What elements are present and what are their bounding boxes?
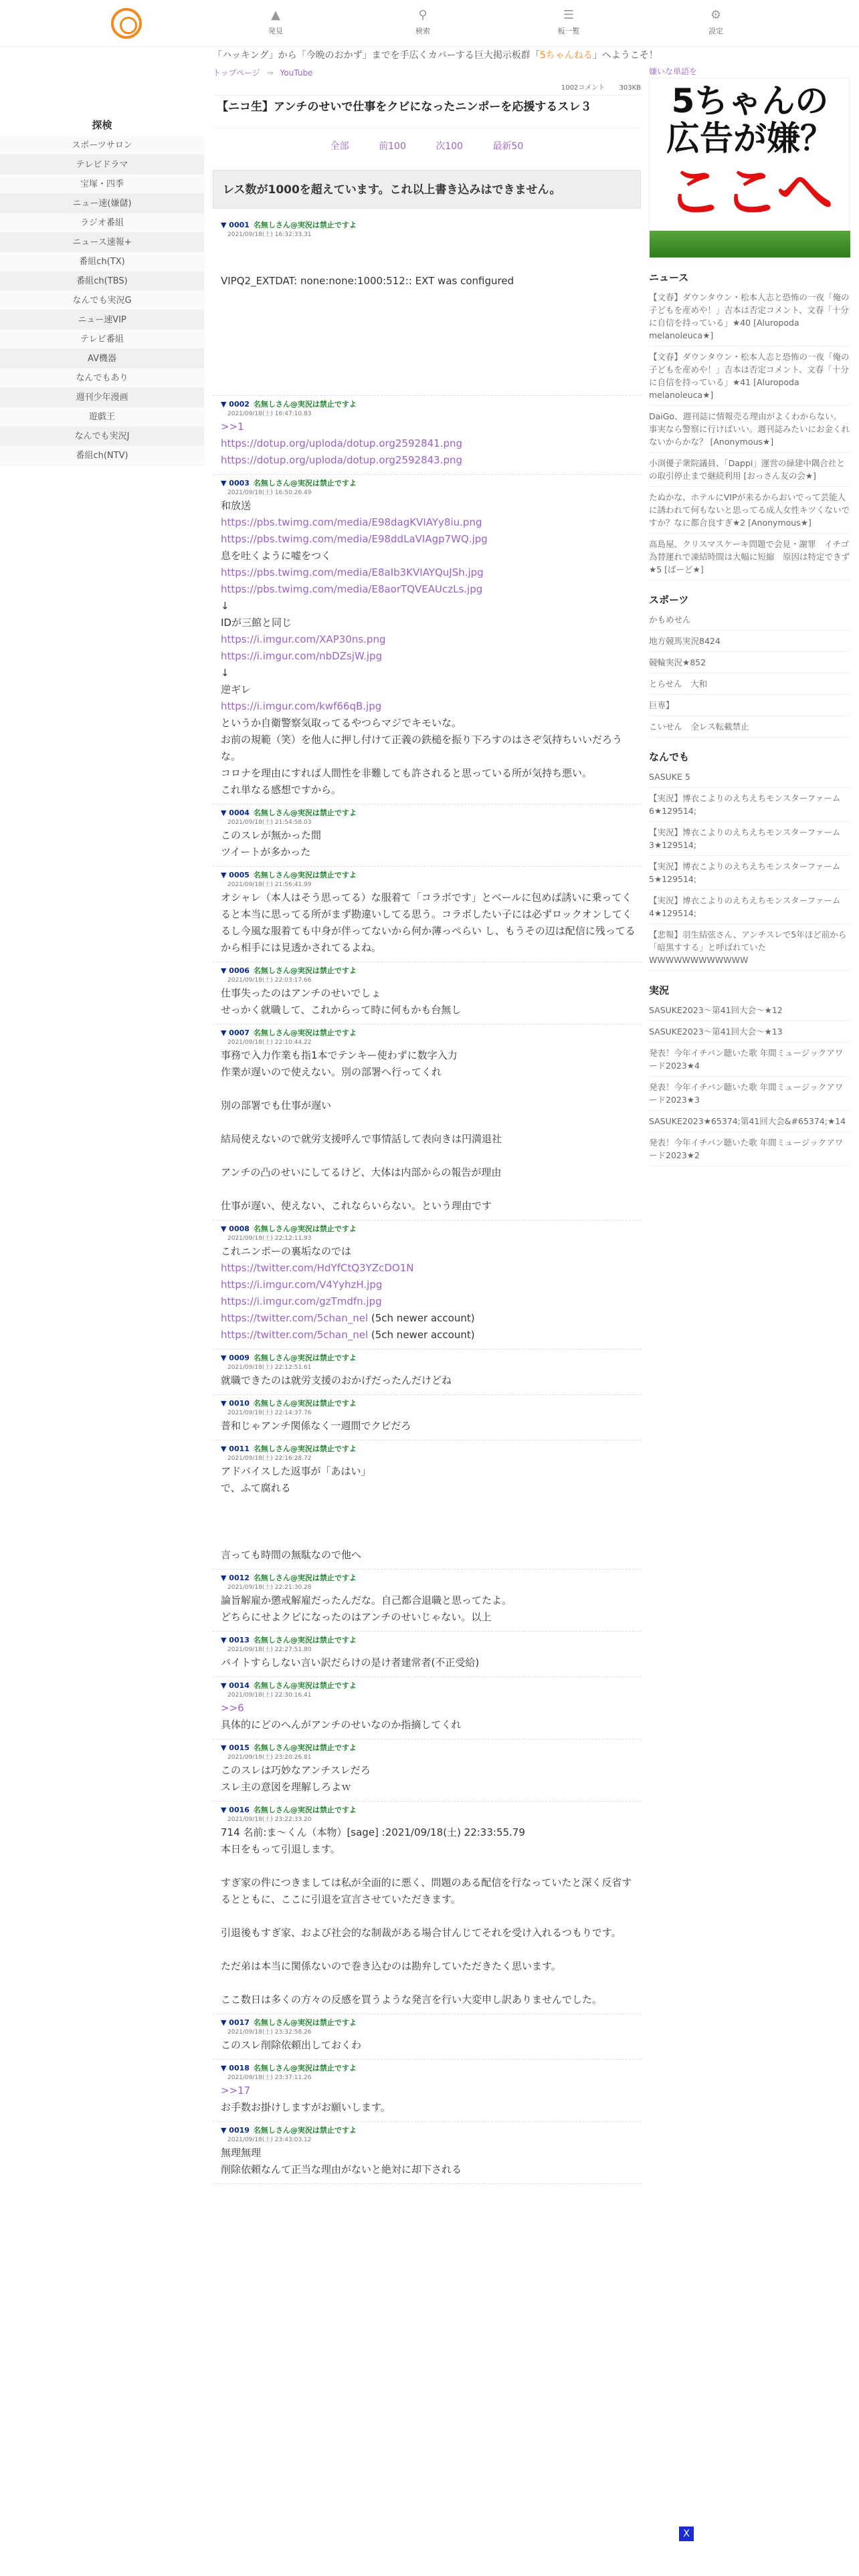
collapse-triangle-icon[interactable]: ▼ [221, 479, 229, 488]
ad-label: 嫌いな単語を [649, 67, 698, 76]
thread-title: 【ニコ生】アンチのせいで仕事をクビになったニンポーを応援するスレ３ [213, 95, 641, 128]
comment-count: 1002コメント [561, 84, 605, 92]
post-links [221, 514, 641, 548]
jikkyo-link[interactable]: 発表！今年イチバン聴いた歌 年間ミュージックアワード2023★3 [649, 1077, 850, 1111]
post [213, 1220, 641, 1350]
post-link[interactable]: >>6 [221, 1702, 244, 1714]
sidebar-board-link[interactable]: ニュー速VIP [0, 310, 204, 330]
post-body: 普和じゃアンチ関係なく一週間でクビだろ [221, 1420, 411, 1432]
post-date: 2021/09/18(土) 22:14:37.76 [227, 1410, 312, 1416]
post [213, 2122, 641, 2184]
post-link-row [221, 648, 641, 665]
ad-line-1: 5ちゃんの [671, 82, 829, 120]
post-author: 名無しさん@実況は禁止ですよ [253, 1681, 357, 1690]
post-header [221, 1224, 641, 1234]
post-number[interactable]: 0006 [229, 966, 250, 975]
news-link[interactable]: たぬかな、ホテルにVIPが来るからおいでって芸能人に誘われて何もないと思ってる成人女性キツくないですか？なに都合良すぎ★2 [Anonymous★] [649, 487, 850, 534]
post-header [221, 479, 641, 488]
post-author: 名無しさん@実況は禁止ですよ [253, 1636, 357, 1644]
post-author: 名無しさん@実況は禁止ですよ [253, 1574, 357, 1582]
post-link-row [221, 452, 641, 469]
explore-sidebar [0, 114, 204, 465]
post-links [221, 698, 641, 715]
post-body: ↓ IDが三館と同じ [221, 600, 292, 629]
post-link-row [221, 419, 641, 435]
post-date: 2021/09/18(土) 22:12:11.93 [227, 1235, 312, 1242]
nav-settings[interactable]: ⚙ 設定 [676, 8, 756, 36]
post-body: このスレは巧妙なアンチスレだろ スレ主の意図を理解しろよｗ [221, 1764, 371, 1793]
post [213, 1570, 641, 1632]
sidebar-board-link[interactable]: 番組ch(TX) [0, 252, 204, 272]
collapse-triangle-icon[interactable]: ▼ [221, 1574, 229, 1582]
right-sidebar [649, 66, 850, 1166]
news-link[interactable]: DaiGo、週刊誌に情報売る理由がよくわからない。事実なら警察に行けばいい。週刊誌みたいにお金くれないからかな？ [Anonymous★] [649, 406, 850, 453]
post-link[interactable]: https://i.imgur.com/V4YyhzH.jpg [221, 1279, 383, 1291]
post-date: 2021/09/18(土) 21:54:58.03 [227, 819, 312, 826]
post [213, 217, 641, 396]
jikkyo-link[interactable]: 発表！今年イチバン聴いた歌 年間ミュージックアワード2023★4 [649, 1043, 850, 1077]
post-links [221, 1260, 641, 1277]
sidebar-board-link[interactable]: スポーツサロン [0, 136, 204, 155]
post-author: 名無しさん@実況は禁止ですよ [253, 2126, 357, 2135]
pager [213, 128, 641, 165]
post-date: 2021/09/18(土) 22:10:44.22 [227, 1039, 312, 1046]
sidebar-board-link[interactable]: 番組ch(NTV) [0, 446, 204, 465]
thread-size: 303KB [619, 84, 641, 92]
post-header [221, 1354, 641, 1363]
post [213, 1802, 641, 2014]
post-date: 2021/09/18(土) 23:43:03.12 [227, 2137, 312, 2143]
post-date: 2021/09/18(土) 21:56:41.99 [227, 881, 312, 888]
post-date: 2021/09/18(土) 22:27:51.80 [227, 1646, 312, 1653]
post-date: 2021/09/18(土) 23:32:58.26 [227, 2029, 312, 2036]
news-link[interactable]: 【文春】ダウンタウン・松本人志と恐怖の一夜「俺の子どもを産めや！」吉本は否定コメント、文春「十分に自信を持っている」★41 [Aluropoda melanoleuca★] [649, 346, 850, 406]
sports-link[interactable]: とらせん 大和 [649, 673, 850, 695]
post-date: 2021/09/18(土) 22:30:16.41 [227, 1692, 312, 1699]
search-icon: ⚲ [418, 8, 427, 22]
sidebar-board-link[interactable]: テレビドラマ [0, 155, 204, 175]
gear-icon: ⚙ [710, 8, 722, 22]
post-number[interactable]: 0013 [229, 1636, 250, 1644]
sidebar-board-link[interactable]: 宝塚・四季 [0, 175, 204, 194]
sidebar-board-link[interactable]: 番組ch(TBS) [0, 272, 204, 291]
post-header [221, 871, 641, 880]
collapse-triangle-icon[interactable]: ▼ [221, 2018, 229, 2027]
nav-search[interactable]: ⚲ 検索 [383, 8, 463, 36]
site-logo[interactable] [111, 8, 142, 39]
post-header [221, 2018, 641, 2028]
post-link[interactable]: https://pbs.twimg.com/media/E8aIb3KVIAYQuJSh.jpg [221, 566, 484, 578]
nandemo-link[interactable]: 【実況】博衣こよりのえちえちモンスターファーム3★129514; [649, 822, 850, 856]
collapse-triangle-icon[interactable]: ▼ [221, 221, 229, 229]
post-body: このスレが無かった間 ツイートが多かった [221, 829, 322, 858]
post-author: 名無しさん@実況は禁止ですよ [253, 1224, 357, 1233]
nandemo-link[interactable]: 【実況】博衣こよりのえちえちモンスターファーム5★129514; [649, 856, 850, 890]
post-body: アドバイスした返事が「あはい」 で、ふて腐れる 言っても時間の無駄なので他へ [221, 1465, 371, 1561]
breadcrumb-separator: ⇒ [266, 68, 274, 78]
post-link[interactable]: >>1 [221, 421, 244, 433]
post-author: 名無しさん@実況は禁止ですよ [253, 809, 357, 817]
post-body: 具体的にどのへんがアンチのせいなのか指摘してくれ [221, 1719, 462, 1731]
sports-link[interactable]: こいせん 全レス転載禁止 [649, 716, 850, 738]
nandemo-link[interactable]: 【悲報】羽生結弦さん、アンチスレで5年ほど前から「暗黒すする」と呼ばれていた WWWWWWWWWWWW [649, 924, 850, 971]
post-links [221, 2082, 641, 2099]
post-header [221, 400, 641, 409]
post-list [213, 217, 641, 2184]
post-number[interactable]: 0002 [229, 400, 250, 409]
sidebar-board-link[interactable]: ラジオ番組 [0, 213, 204, 233]
post-link-row [221, 1260, 641, 1277]
sidebar-board-link[interactable]: なんでも実況G [0, 291, 204, 310]
post-links [221, 564, 641, 598]
news-link[interactable]: 【文春】ダウンタウン・松本人志と恐怖の一夜「俺の子どもを産めや！」吉本は否定コメント、文春「十分に自信を持っている」★40 [Aluropoda melanoleuca★] [649, 287, 850, 346]
post-header [221, 1029, 641, 1038]
post-links [221, 1310, 641, 1344]
post-link-note: (5ch newer account) [368, 1312, 475, 1324]
post-links [221, 419, 641, 469]
post [213, 804, 641, 867]
post-header [221, 1806, 641, 1815]
post-header [221, 2126, 641, 2135]
post-body: 就職できたのは就労支援のおかげだったんだけどね [221, 1374, 452, 1386]
post-number[interactable]: 0005 [229, 871, 250, 879]
jikkyo-link[interactable]: SASUKE2023～第41回大会～★12 [649, 1000, 850, 1021]
post-number[interactable]: 0007 [229, 1029, 250, 1037]
post-body: 息を吐くように嘘をつく [221, 550, 332, 562]
breadcrumb-board-link[interactable]: YouTube [280, 68, 313, 78]
pager-next-100[interactable]: 次100 [436, 141, 464, 152]
post-link[interactable]: https://twitter.com/HdYfCtQ3YZcDO1N [221, 1262, 414, 1274]
list-icon: ☰ [563, 8, 575, 22]
sidebar-board-link[interactable]: なんでも実況J [0, 427, 204, 446]
post-number[interactable]: 0008 [229, 1224, 250, 1233]
sidebar-board-link[interactable]: ニュース速報+ [0, 233, 204, 252]
collapse-triangle-icon[interactable]: ▼ [221, 2064, 229, 2072]
post [213, 1350, 641, 1395]
post-link[interactable]: https://i.imgur.com/XAP30ns.png [221, 633, 386, 645]
post-number[interactable]: 0009 [229, 1354, 250, 1362]
jikkyo-link[interactable]: SASUKE2023★65374;第41回大会&#65374;★14 [649, 1111, 850, 1132]
breadcrumb [213, 67, 641, 82]
post-date: 2021/09/18(土) 23:22:33.20 [227, 1816, 312, 1823]
post-date: 2021/09/18(土) 16:50:26.49 [227, 490, 312, 496]
post-link-row [221, 564, 641, 581]
collapse-triangle-icon[interactable]: ▼ [221, 1636, 229, 1644]
post-header [221, 1444, 641, 1454]
post-number[interactable]: 0019 [229, 2126, 250, 2135]
post [213, 1025, 641, 1220]
post-date: 2021/09/18(土) 22:16:28.72 [227, 1455, 312, 1462]
post-link-row [221, 514, 641, 531]
post-number[interactable]: 0003 [229, 479, 250, 488]
post-number[interactable]: 0015 [229, 1743, 250, 1752]
collapse-triangle-icon[interactable]: ▼ [221, 2126, 229, 2135]
post-link-row [221, 1700, 641, 1717]
post-body: バイトすらしない言い訳だらけの是け者建常者(不正受給) [221, 1656, 480, 1669]
post [213, 1632, 641, 1677]
post-link[interactable]: https://pbs.twimg.com/media/E98ddLaVIAgp7WQ.jpg [221, 533, 488, 545]
sidebar-board-link[interactable]: AV機器 [0, 349, 204, 368]
post [213, 962, 641, 1025]
post-body: 無理無理 削除依頼なんて正当な理由がないと絶対に却下される [221, 2147, 462, 2175]
post-body: 仕事失ったのはアンチのせいでしょ せっかく就職して、これからって時に何もかも台無し [221, 987, 462, 1016]
post-body: 論旨解雇か懲戒解雇だったんだな。自己都合退職と思ってたよ。 どちらにせよクビになったのはアンチのせいじゃない。以上 [221, 1594, 512, 1623]
collapse-triangle-icon[interactable]: ▼ [221, 1224, 229, 1233]
post-link-row [221, 1293, 641, 1310]
post-link[interactable]: https://pbs.twimg.com/media/E8aorTQVEAUczLs.jpg [221, 583, 483, 595]
post-author: 名無しさん@実況は禁止ですよ [253, 479, 357, 488]
post-author: 名無しさん@実況は禁止ですよ [253, 1029, 357, 1037]
post-header [221, 809, 641, 818]
post [213, 2060, 641, 2122]
nandemo-link[interactable]: SASUKE 5 [649, 766, 850, 788]
post-body: VIPQ2_EXTDAT: none:none:1000:512:: EXT was configured [221, 275, 514, 287]
site-header [0, 0, 859, 47]
post-date: 2021/09/18(土) 23:20:26.81 [227, 1754, 312, 1761]
post-number[interactable]: 0004 [229, 809, 250, 817]
news-heading: ニュース [649, 272, 689, 284]
post-link-row [221, 435, 641, 452]
post-author: 名無しさん@実況は禁止ですよ [253, 221, 357, 229]
post-header [221, 1743, 641, 1753]
post-link-row [221, 1277, 641, 1293]
post-link-row [221, 1327, 641, 1344]
collapse-triangle-icon[interactable]: ▼ [221, 871, 229, 879]
post [213, 396, 641, 475]
collapse-triangle-icon[interactable]: ▼ [221, 809, 229, 817]
post-body: というか自衛警察気取ってるやつらマジでキモいな。 お前の規範（笑）を他人に押し付けて正義の鉄槌を振り下ろすのはさぞ気持ちいいだろうな。 コロナを理由にすれば人間性を非難しても許されると思っている所が気持ち悪い。 これ単なる感想ですから。 [221, 717, 623, 796]
post-body: 事務で入力作業も指1本でテンキー使わずに数字入力 作業が遅いので使えない。別の部署へ行ってくれ 別の部署でも仕事が遅い 結局使えないので就労支援呼んで事情話して表向きは円満退社 アンチの凸のせいにしてるけど、大体は内部からの報告が理由 仕事が遅い、使えない、これならいらない。という理由です [221, 1049, 502, 1212]
post-links [221, 1277, 641, 1310]
thread-meta [213, 82, 641, 95]
post-date: 2021/09/18(土) 22:03:17.66 [227, 977, 312, 984]
post-link[interactable]: https://twitter.com/5chan_nel [221, 1329, 369, 1341]
post-header [221, 1681, 641, 1691]
post-limit-notice: レス数が1000を超えています。これ以上書き込みはできません。 [213, 170, 641, 209]
post-header [221, 1399, 641, 1408]
post-number[interactable]: 0018 [229, 2064, 250, 2072]
post-link-row [221, 1310, 641, 1327]
post-body: 和放送 [221, 500, 252, 512]
post-date: 2021/09/18(土) 23:37:11.26 [227, 2074, 312, 2081]
post-header [221, 1636, 641, 1645]
post-header [221, 1574, 641, 1583]
post-link[interactable]: https://i.imgur.com/kwf66qB.jpg [221, 700, 382, 712]
sports-link[interactable]: 地方競馬実況8424 [649, 631, 850, 652]
post-header [221, 2064, 641, 2073]
thread-main [213, 67, 641, 2184]
post [213, 1739, 641, 1802]
post-author: 名無しさん@実況は禁止ですよ [253, 1743, 357, 1752]
sidebar-board-link[interactable]: 遊戯王 [0, 407, 204, 427]
post-number[interactable]: 0011 [229, 1444, 250, 1453]
post-body: ↓ 逆ギレ [221, 667, 251, 695]
collapse-triangle-icon[interactable]: ▼ [221, 1743, 229, 1752]
nandemo-link[interactable]: 【実況】博衣こよりのえちえちモンスターファーム4★129514; [649, 890, 850, 924]
post-link[interactable]: https://i.imgur.com/gzTmdfn.jpg [221, 1295, 382, 1307]
post-author: 名無しさん@実況は禁止ですよ [253, 400, 357, 409]
nandemo-link[interactable]: 【実況】博衣こよりのえちえちモンスターファーム6★129514; [649, 788, 850, 822]
post [213, 1677, 641, 1739]
post-author: 名無しさん@実況は禁止ですよ [253, 2064, 357, 2072]
post-number[interactable]: 0014 [229, 1681, 250, 1690]
post-body: オシャレ（本人はそう思ってる）な服着て「コラボです」とベールに包めば誘いに乗ってくると本当に思ってる所がまず勘違いしてる思う。コラボしたい子には必ずロックオンしてくるし今風な服着ても中身が伴ってないから何か薄っぺらい し、もうその辺は配信に残ってるから相手には見透かされてるよね。 [221, 891, 636, 954]
sidebar-board-link[interactable]: なんでもあり [0, 368, 204, 388]
post-link-row [221, 631, 641, 648]
post-link[interactable]: https://pbs.twimg.com/media/E98dagKVIAYy8iu.png [221, 516, 482, 528]
sports-link[interactable]: かもめせん [649, 609, 850, 631]
post-link[interactable]: https://dotup.org/uploda/dotup.org2592841.png [221, 437, 463, 449]
post-link-row [221, 531, 641, 548]
post-date: 2021/09/18(土) 16:47:10.83 [227, 411, 312, 417]
post-number[interactable]: 0017 [229, 2018, 250, 2027]
post-body: 714 名前:ま～くん（本物）[sage] :2021/09/18(土) 22:33:55.79 本日をもって引退します。 すぎ家の件につきましては私が全面的に悪く、問題のある配信を行なっていたと深く反省するとともに、ここに引退を宣言させていただきます。 引退後もすぎ家、および社会的な制裁がある場合甘んじてそれを受け入れるつもりです。 ただ弟は本当に関係ないので巻き込むのは勘弁していただきたく思います。 ここ数日は多くの方々の反感を買うような発言を行い大変申し訳ありませんでした。 [221, 1826, 632, 2006]
nav-board-list[interactable]: ☰ 板一覧 [529, 8, 609, 36]
post-link[interactable]: https://twitter.com/5chan_nel [221, 1312, 369, 1324]
sports-link[interactable]: 競輪実況★852 [649, 652, 850, 673]
nav-discover[interactable]: ▲ 発見 [235, 8, 316, 36]
post-date: 2021/09/18(土) 16:32:33.31 [227, 231, 312, 238]
collapse-triangle-icon[interactable]: ▼ [221, 1399, 229, 1408]
post-body: このスレ削除依頼出しておくわ [221, 2039, 362, 2051]
post-author: 名無しさん@実況は禁止ですよ [253, 871, 357, 879]
sidebar-board-link[interactable]: テレビ番組 [0, 330, 204, 349]
ad-line-2: 広告が嫌？ [666, 119, 834, 158]
post-link[interactable]: https://dotup.org/uploda/dotup.org2592843.png [221, 454, 463, 466]
post-body: お手数お掛けしますがお願いします。 [221, 2101, 391, 2113]
collapse-triangle-icon[interactable]: ▼ [221, 1681, 229, 1690]
collapse-triangle-icon[interactable]: ▼ [221, 966, 229, 975]
pager-latest-50[interactable]: 最新50 [492, 141, 524, 152]
post-link-row [221, 2082, 641, 2099]
post-author: 名無しさん@実況は禁止ですよ [253, 1806, 357, 1814]
ad-grass-image [650, 231, 850, 257]
post-header [221, 966, 641, 976]
post-author: 名無しさん@実況は禁止ですよ [253, 1444, 357, 1453]
collapse-triangle-icon[interactable]: ▼ [221, 1444, 229, 1453]
post-date: 2021/09/18(土) 22:12:51.61 [227, 1364, 312, 1371]
post-author: 名無しさん@実況は禁止ですよ [253, 966, 357, 975]
post-author: 名無しさん@実況は禁止ですよ [253, 1354, 357, 1362]
post [213, 1440, 641, 1570]
post-link[interactable]: >>17 [221, 2084, 251, 2097]
post-links [221, 631, 641, 665]
jikkyo-link[interactable]: 発表！今年イチバン聴いた歌 年間ミュージックアワード2023★2 [649, 1132, 850, 1166]
post-links [221, 1700, 641, 1717]
post [213, 1395, 641, 1440]
pager-prev-100[interactable]: 前100 [379, 141, 406, 152]
post-link-row [221, 698, 641, 715]
collapse-triangle-icon[interactable]: ▼ [221, 1354, 229, 1362]
nandemo-heading: なんでも [649, 751, 690, 763]
jikkyo-heading: 実況 [649, 984, 670, 996]
jikkyo-link[interactable]: SASUKE2023～第41回大会～★13 [649, 1021, 850, 1043]
post-date: 2021/09/18(土) 22:21:30.28 [227, 1584, 312, 1591]
post-number[interactable]: 0012 [229, 1574, 250, 1582]
post-number[interactable]: 0001 [229, 221, 250, 229]
breadcrumb-top-link[interactable]: トップページ [213, 68, 260, 78]
post [213, 867, 641, 962]
post-body: これニンポーの裏垢なのでは [221, 1245, 352, 1257]
post-header [221, 221, 641, 230]
pager-all[interactable]: 全部 [330, 141, 349, 152]
welcome-ticker: 「ハッキング」から「今晩のおかず」までを手広くカバーする巨大掲示板群「5ちゃんねる」へようこそ！ [213, 50, 658, 61]
post-author: 名無しさん@実況は禁止ですよ [253, 1399, 357, 1408]
ad-banner[interactable] [649, 78, 850, 258]
post-number[interactable]: 0016 [229, 1806, 250, 1814]
post-link[interactable]: https://i.imgur.com/nbDZsjW.jpg [221, 650, 383, 662]
news-link[interactable]: 小渕優子衆院議員、「Dappi」運営の緑建中隅合社との取引停止まで継続利用 [おっさん友の会★] [649, 453, 850, 487]
sports-heading: スポーツ [649, 594, 689, 606]
post [213, 2014, 641, 2060]
sidebar-board-link[interactable]: 週刊少年漫画 [0, 388, 204, 407]
collapse-triangle-icon[interactable]: ▼ [221, 1029, 229, 1037]
news-link[interactable]: 高島屋、クリスマスケーキ問題で会見・謝罪 イチゴ為替運れで凍結時間は大幅に短縮 原因は特定できず ★5 [ばーど★] [649, 534, 850, 580]
close-ad-button[interactable]: X [679, 2527, 694, 2541]
ad-line-3: ここへ [666, 159, 834, 225]
explore-heading: 探検 [92, 119, 112, 131]
collapse-triangle-icon[interactable]: ▼ [221, 400, 229, 409]
post-number[interactable]: 0010 [229, 1399, 250, 1408]
post [213, 475, 641, 804]
sidebar-board-link[interactable]: ニュー速(嫌儲) [0, 194, 204, 213]
collapse-triangle-icon[interactable]: ▼ [221, 1806, 229, 1814]
flame-icon: ▲ [271, 8, 280, 22]
post-author: 名無しさん@実況は禁止ですよ [253, 2018, 357, 2027]
sports-link[interactable]: 巨専】 [649, 695, 850, 716]
post-link-row [221, 581, 641, 598]
post-link-note: (5ch newer account) [368, 1329, 475, 1341]
